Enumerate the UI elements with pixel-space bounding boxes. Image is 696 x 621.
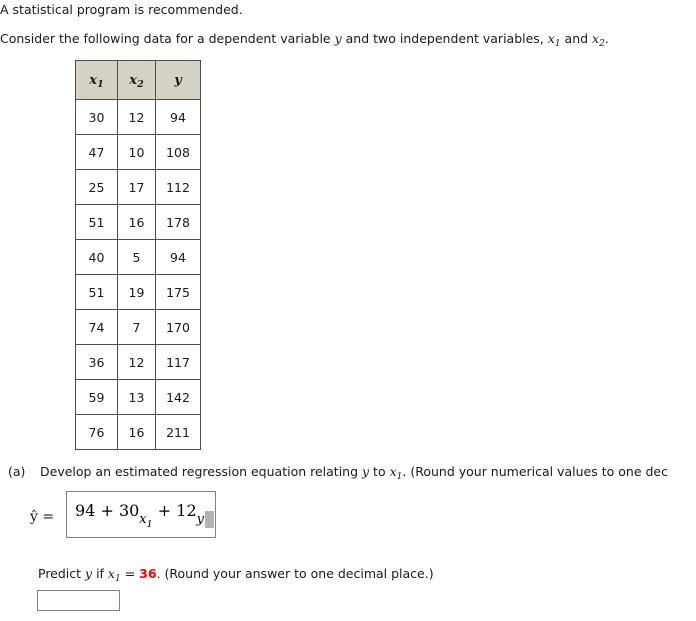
table-row (76, 345, 201, 380)
table-row (76, 170, 201, 205)
data-table (75, 60, 201, 450)
cell-x1: 51 (76, 275, 118, 310)
cell-x1: 25 (76, 170, 118, 205)
cell-y: 175 (156, 275, 201, 310)
equation-term-2-subscript (197, 512, 204, 527)
equation-term-2: + 12 (152, 501, 197, 520)
part-a-var-x1-base: x (389, 464, 397, 479)
predict-var-y: y (85, 566, 93, 581)
cell-x1: 74 (76, 310, 118, 345)
intro-var-x1-sub: 1 (554, 39, 561, 49)
column-header-x2 (118, 61, 156, 100)
yhat-label: ŷ = (30, 509, 55, 525)
cell-x2: 16 (118, 415, 156, 450)
column-header-subscript: 2 (137, 78, 144, 90)
table-row (76, 310, 201, 345)
part-a-var-x1 (389, 464, 403, 482)
predict-text-before: Predict (38, 566, 86, 581)
intro-var-y: y (334, 31, 342, 46)
cell-x2: 12 (118, 345, 156, 380)
part-a-var-x1-sub: 1 (396, 472, 403, 482)
intro-line-2-end: . (604, 31, 609, 46)
cell-x1: 47 (76, 135, 118, 170)
data-table-head (76, 61, 201, 100)
equation-term-1-subscript-base: x (139, 512, 147, 527)
data-table-body (76, 100, 201, 450)
column-header-subscript: 1 (97, 78, 104, 90)
cell-x1: 40 (76, 240, 118, 275)
table-row (76, 240, 201, 275)
cell-x1: 51 (76, 205, 118, 240)
table-row (76, 415, 201, 450)
equation-term-1-subscript (139, 512, 153, 530)
cell-x1: 30 (76, 100, 118, 135)
table-row (76, 205, 201, 240)
equation-term-1-subscript-index: 1 (146, 519, 153, 530)
intro-line-2-middle: and two independent variables, (341, 31, 548, 46)
cell-y: 94 (156, 100, 201, 135)
cell-y: 117 (156, 345, 201, 380)
part-a-text-to: to (369, 464, 390, 479)
table-row (76, 275, 201, 310)
intro-var-x2-sub: 2 (599, 39, 605, 49)
cell-x2: 17 (118, 170, 156, 205)
cell-x1: 59 (76, 380, 118, 415)
intro-var-x2 (592, 31, 605, 49)
cell-y: 211 (156, 415, 201, 450)
equation-term-1: 94 + 30 (75, 501, 140, 520)
cell-y: 112 (156, 170, 201, 205)
data-table-header-row (76, 61, 201, 100)
intro-var-x1 (547, 31, 561, 49)
predict-var-x1 (107, 566, 121, 584)
column-header-base: x (129, 72, 138, 88)
predict-question (38, 566, 434, 584)
text-cursor-icon (205, 511, 214, 528)
predict-var-x1-sub: 1 (114, 574, 121, 584)
intro-line-1: A statistical program is recommended. (0, 2, 243, 17)
cell-y: 170 (156, 310, 201, 345)
cell-y: 178 (156, 205, 201, 240)
equation-term-2-subscript-base: y (196, 512, 204, 527)
column-header-base: x (89, 72, 98, 88)
intro-line-2-before: Consider the following data for a dependent variable (0, 31, 335, 46)
regression-equation-input[interactable] (66, 491, 216, 538)
part-a-text-before: Develop an estimated regression equation relating (40, 464, 363, 479)
cell-x1: 36 (76, 345, 118, 380)
intro-var-x1-base: x (547, 31, 555, 46)
part-a-text-after: . (Round your numerical values to one dec (402, 464, 668, 479)
predict-text-after: . (Round your answer to one decimal place.) (156, 566, 434, 581)
intro-line-2 (0, 31, 609, 49)
predict-answer-input[interactable] (37, 590, 120, 611)
part-a-question (8, 464, 668, 482)
predict-x-value: 36 (139, 566, 157, 581)
cell-x2: 13 (118, 380, 156, 415)
part-a-label: (a) (8, 464, 26, 479)
column-header-x1 (76, 61, 118, 100)
table-row (76, 100, 201, 135)
cell-x2: 7 (118, 310, 156, 345)
table-row (76, 380, 201, 415)
cell-y: 142 (156, 380, 201, 415)
predict-equals: = (120, 566, 140, 581)
predict-text-if: if (92, 566, 108, 581)
cell-x2: 12 (118, 100, 156, 135)
cell-x2: 16 (118, 205, 156, 240)
cell-y: 108 (156, 135, 201, 170)
cell-x1: 76 (76, 415, 118, 450)
table-row (76, 135, 201, 170)
column-header-base: y (174, 72, 182, 88)
cell-x2: 19 (118, 275, 156, 310)
intro-line-2-and: and (560, 31, 593, 46)
cell-y: 94 (156, 240, 201, 275)
predict-var-x1-base: x (107, 566, 115, 581)
regression-equation-expression (75, 499, 214, 530)
column-header-y (156, 61, 201, 100)
cell-x2: 10 (118, 135, 156, 170)
intro-var-x2-base: x (592, 31, 600, 46)
part-a-var-y: y (362, 464, 370, 479)
cell-x2: 5 (118, 240, 156, 275)
